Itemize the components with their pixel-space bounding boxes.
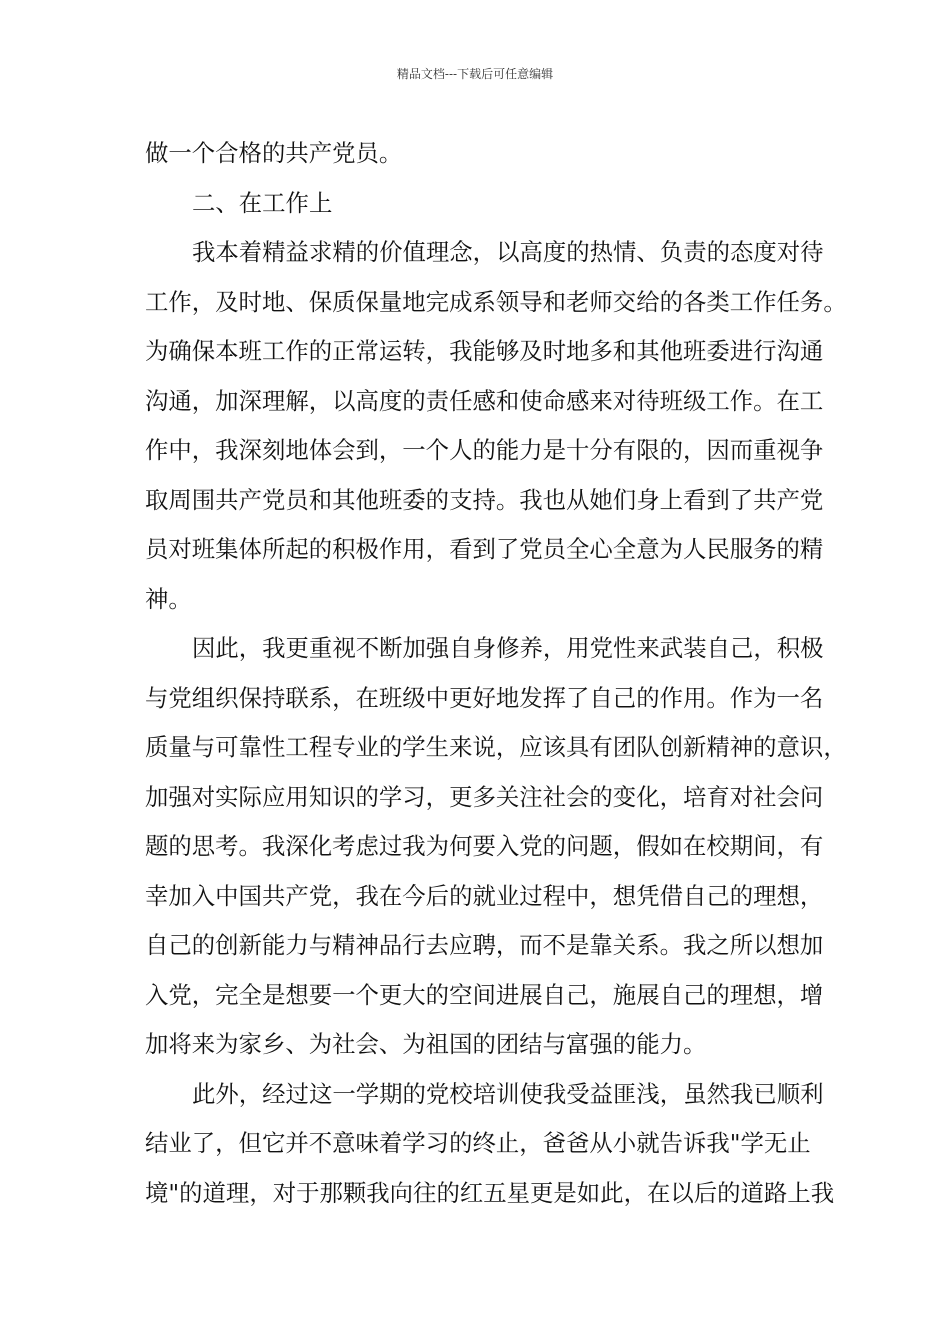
text-line: 加强对实际应用知识的学习，更多关注社会的变化，培育对社会问 [145, 782, 824, 811]
text-line: 神。 [145, 584, 192, 613]
text-line: 取周围共产党员和其他班委的支持。我也从她们身上看到了共产党 [145, 485, 824, 514]
text-line: 结业了，但它并不意味着学习的终止，爸爸从小就告诉我"学无止 [145, 1129, 811, 1157]
text-line: 此外，经过这一学期的党校培训使我受益匪浅，虽然我已顺利 [192, 1079, 824, 1108]
text-line: 因此，我更重视不断加强自身修养，用党性来武装自己，积极 [192, 634, 824, 662]
text-line: 幸加入中国共产党，我在今后的就业过程中，想凭借自己的理想， [145, 881, 824, 910]
text-line: 为确保本班工作的正常运转，我能够及时地多和其他班委进行沟通 [145, 337, 824, 365]
text-line: 与党组织保持联系，在班级中更好地发挥了自己的作用。作为一名 [145, 683, 824, 712]
section-heading: 二、在工作上 [192, 188, 333, 217]
text-line: 境"的道理，对于那颗我向往的红五星更是如此，在以后的道路上我 [145, 1178, 835, 1207]
text-line: 加将来为家乡、为社会、为祖国的团结与富强的能力。 [145, 1030, 707, 1058]
text-line: 我本着精益求精的价值理念，以高度的热情、负责的态度对待 [192, 238, 824, 266]
text-line: 入党，完全是想要一个更大的空间进展自己，施展自己的理想，增 [145, 980, 824, 1009]
text-line: 质量与可靠性工程专业的学生来说，应该具有团队创新精神的意识， [145, 733, 847, 761]
text-line: 沟通，加深理解，以高度的责任感和使命感来对待班级工作。在工 [145, 386, 824, 415]
document-body [145, 129, 847, 1218]
text-line: 题的思考。我深化考虑过我为何要入党的问题，假如在校期间，有 [145, 832, 824, 860]
page-header: 精品文档---下载后可任意编辑 [396, 67, 554, 81]
text-line: 做一个合格的共产党员。 [145, 139, 403, 167]
text-line: 员对班集体所起的积极作用，看到了党员全心全意为人民服务的精 [145, 535, 824, 563]
text-line: 作中，我深刻地体会到，一个人的能力是十分有限的，因而重视争 [145, 436, 824, 464]
text-line: 工作，及时地、保质保量地完成系领导和老师交给的各类工作任务。 [145, 287, 847, 316]
text-line: 自己的创新能力与精神品行去应聘，而不是靠关系。我之所以想加 [145, 931, 824, 959]
